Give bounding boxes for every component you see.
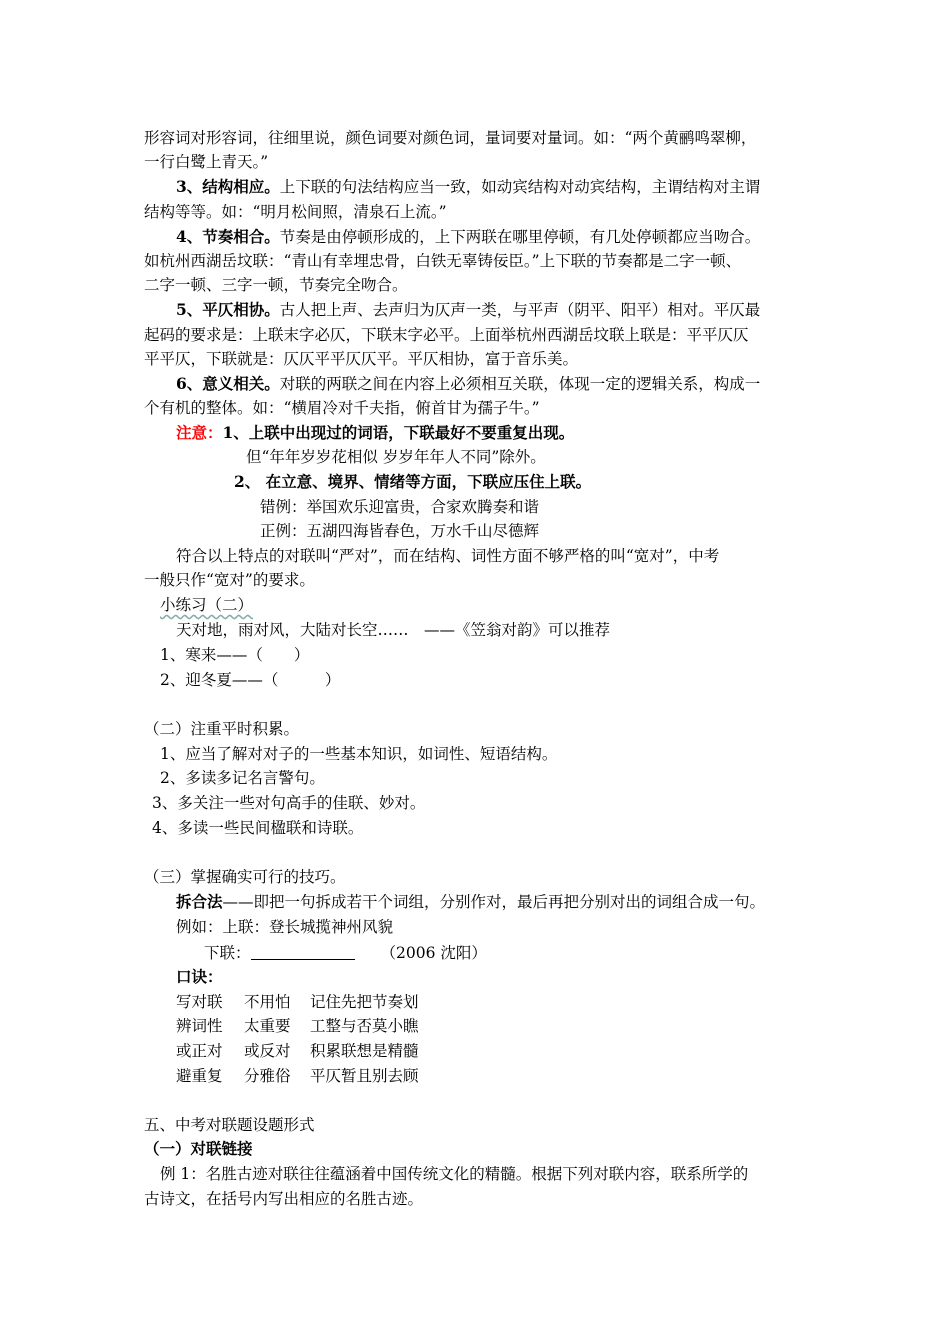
koujue-row: 辨词性 太重要 工整与否莫小瞧 [176, 1017, 419, 1035]
point-5 [176, 300, 760, 320]
text-line: 形容词对形容词，往细里说，颜色词要对颜色词，量词要对量词。如：“两个黄鹂鸣翠柳， [144, 129, 757, 147]
point-3 [176, 177, 760, 197]
koujue-row: 避重复 分雅俗 平仄暂且别去顾 [176, 1067, 419, 1085]
text-line: 一行白鹭上青天。” [144, 153, 269, 171]
note-label: 注意： [176, 423, 223, 442]
text-line: 结构等等。如：“明月松间照，清泉石上流。” [144, 203, 447, 221]
text-line: 符合以上特点的对联叫“严对”，而在结构、词性方面不够严格的叫“宽对”，中考 [176, 547, 720, 565]
practice-item-2: 2、迎冬夏——（ ） [160, 671, 341, 689]
example-1-line: 例 1：名胜古迹对联往往蕴涵着中国传统文化的精髓。根据下列对联内容，联系所学的 [160, 1165, 749, 1183]
wrong-example: 错例：举国欢乐迎富贵，合家欢腾奏和谐 [260, 498, 540, 516]
example-1-line: 古诗文，在括号内写出相应的名胜古迹。 [144, 1190, 424, 1208]
section-5-subtitle: （一）对联链接 [144, 1139, 253, 1158]
practice-intro: 天对地，雨对风，大陆对长空…… ——《笠翁对韵》可以推荐 [176, 621, 611, 639]
split-method [176, 892, 765, 912]
point-4-heading: 4、节奏相合。 [176, 227, 280, 246]
text-line: 一般只作“宽对”的要求。 [144, 571, 315, 589]
note-2: 2、 在立意、境界、情绪等方面，下联应压住上联。 [234, 472, 592, 491]
right-example: 正例：五湖四海皆春色，万水千山尽德辉 [260, 522, 540, 540]
section-2-item: 2、多读多记名言警句。 [160, 769, 325, 787]
split-method-text: ——即把一句拆成若干个词组，分别作对，最后再把分别对出的词组合成一句。 [222, 893, 766, 911]
note-1 [176, 423, 574, 443]
section-5-title: 五、中考对联题设题形式 [144, 1116, 315, 1134]
section-2-item: 3、多关注一些对句高手的佳联、妙对。 [152, 794, 426, 812]
koujue-row: 或正对 或反对 积累联想是精髓 [176, 1042, 419, 1060]
point-6-heading: 6、意义相关。 [176, 374, 280, 393]
note-1-text: 1、上联中出现过的词语，下联最好不要重复出现。 [222, 423, 575, 442]
example-lower-label: 下联： [204, 944, 251, 962]
section-3-title: （三）掌握确实可行的技巧。 [144, 868, 346, 886]
practice-item-1: 1、寒来——（ ） [160, 646, 310, 664]
example-lower [204, 942, 487, 963]
section-2-title: （二）注重平时积累。 [144, 720, 300, 738]
point-6 [176, 374, 760, 394]
point-5-heading: 5、平仄相协。 [176, 300, 280, 319]
section-2-item: 1、应当了解对对子的一些基本知识，如词性、短语结构。 [160, 745, 558, 763]
point-6-text: 对联的两联之间在内容上必须相互关联，体现一定的逻辑关系，构成一 [279, 375, 761, 393]
split-method-heading: 拆合法 [176, 892, 223, 911]
text-line: 个有机的整体。如：“横眉冷对千夫指，俯首甘为孺子牛。” [144, 399, 540, 417]
example-source: （2006 沈阳） [380, 944, 487, 962]
example-upper: 例如：上联：登长城揽神州风貌 [176, 918, 394, 936]
text-line: 平平仄，下联就是：仄仄平平仄仄平。平仄相协，富于音乐美。 [144, 350, 579, 368]
text-line: 起码的要求是：上联末字必仄，下联末字必平。上面举杭州西湖岳坟联上联是：平平仄仄 [144, 326, 749, 344]
text-line: 如杭州西湖岳坟联：“青山有幸埋忠骨，白铁无辜铸佞臣。”上下联的节奏都是二字一顿、 [144, 252, 742, 270]
section-2-item: 4、多读一些民间楹联和诗联。 [152, 819, 364, 837]
point-4-text: 节奏是由停顿形成的，上下两联在哪里停顿，有几处停顿都应当吻合。 [279, 228, 761, 246]
note-1-exception: 但“年年岁岁花相似 岁岁年年人不同”除外。 [246, 448, 546, 466]
answer-blank[interactable] [251, 942, 355, 960]
point-3-text: 上下联的句法结构应当一致，如动宾结构对动宾结构，主谓结构对主谓 [279, 178, 761, 196]
text-line: 二字一顿、三字一顿，节奏完全吻合。 [144, 276, 408, 294]
koujue-title: 口诀： [176, 967, 223, 986]
koujue-row: 写对联 不用怕 记住先把节奏划 [176, 993, 419, 1011]
point-4 [176, 227, 760, 247]
practice-title: 小练习（二） [160, 596, 254, 614]
point-5-text: 古人把上声、去声归为仄声一类，与平声（阴平、阳平）相对。平仄最 [279, 301, 761, 319]
point-3-heading: 3、结构相应。 [176, 177, 280, 196]
